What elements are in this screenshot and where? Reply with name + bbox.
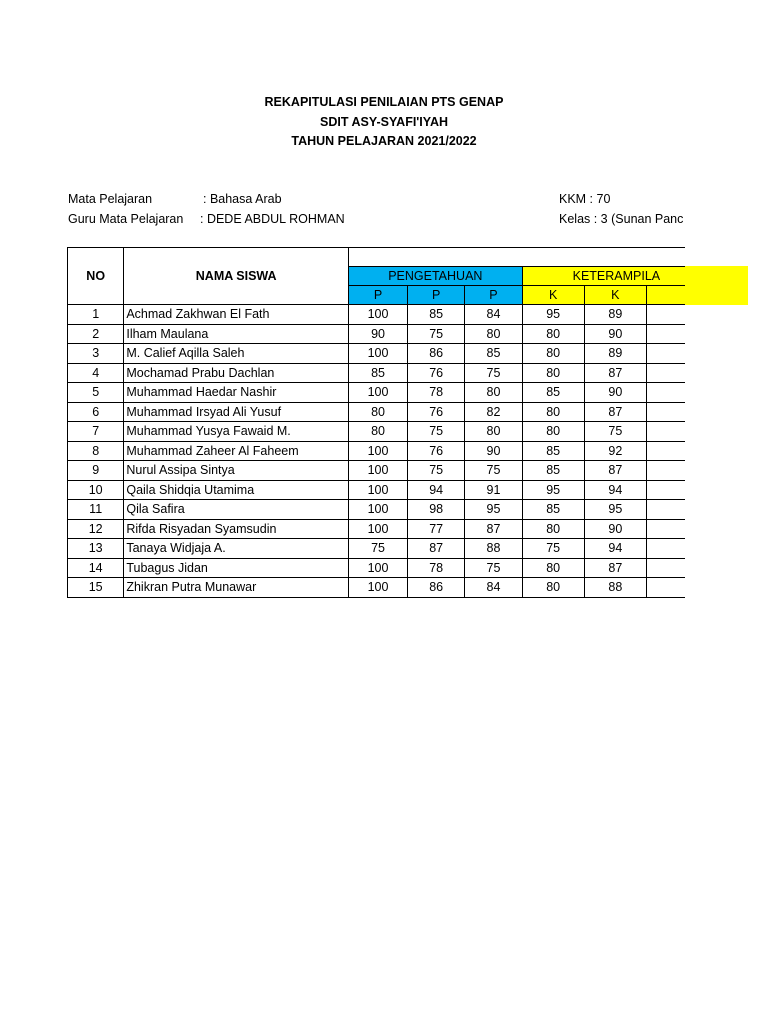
row-number: 8 (68, 441, 124, 461)
knowledge-score: 100 (349, 558, 408, 578)
kkm-value: KKM : 70 (559, 192, 611, 206)
skill-score: 89 (584, 344, 646, 364)
table-row (68, 519, 686, 539)
knowledge-score: 80 (349, 422, 408, 442)
skill-score: 95 (522, 305, 584, 325)
knowledge-score: 94 (408, 480, 465, 500)
skill-score: 92 (584, 441, 646, 461)
score-cell-empty (646, 519, 685, 539)
row-number: 4 (68, 363, 124, 383)
skill-score: 85 (522, 500, 584, 520)
knowledge-score: 88 (465, 539, 522, 559)
row-number: 9 (68, 461, 124, 481)
knowledge-score: 100 (349, 441, 408, 461)
student-name: Muhammad Haedar Nashir (124, 383, 349, 403)
row-number: 14 (68, 558, 124, 578)
score-cell-empty (646, 578, 685, 598)
table-row (68, 500, 686, 520)
skill-score: 75 (584, 422, 646, 442)
skill-score: 80 (522, 519, 584, 539)
table-row (68, 344, 686, 364)
table-row (68, 383, 686, 403)
knowledge-score: 80 (349, 402, 408, 422)
table-row (68, 324, 686, 344)
score-cell-empty (646, 402, 685, 422)
sub-header-k3 (646, 286, 685, 305)
student-name: M. Calief Aqilla Saleh (124, 344, 349, 364)
knowledge-score: 85 (408, 305, 465, 325)
knowledge-score: 87 (465, 519, 522, 539)
skill-score: 95 (522, 480, 584, 500)
student-name: Nurul Assipa Sintya (124, 461, 349, 481)
sub-header-p2: P (408, 286, 465, 305)
sub-header-p3: P (465, 286, 522, 305)
table-row (68, 480, 686, 500)
skill-score: 85 (522, 441, 584, 461)
knowledge-score: 75 (408, 461, 465, 481)
knowledge-score: 100 (349, 519, 408, 539)
table-row (68, 578, 686, 598)
student-name: Achmad Zakhwan El Fath (124, 305, 349, 325)
skill-score: 80 (522, 402, 584, 422)
knowledge-score: 75 (465, 461, 522, 481)
row-number: 6 (68, 402, 124, 422)
score-cell-empty (646, 344, 685, 364)
academic-year: TAHUN PELAJARAN 2021/2022 (291, 134, 477, 148)
school-name: SDIT ASY-SYAFI'IYAH (319, 115, 448, 129)
knowledge-score: 100 (349, 344, 408, 364)
knowledge-score: 100 (349, 500, 408, 520)
knowledge-score: 75 (349, 539, 408, 559)
score-cell-empty (646, 324, 685, 344)
skill-score: 90 (584, 324, 646, 344)
skill-score: 80 (522, 422, 584, 442)
score-cell-empty (646, 441, 685, 461)
skill-score: 87 (584, 402, 646, 422)
skill-score: 80 (522, 324, 584, 344)
knowledge-score: 80 (465, 422, 522, 442)
knowledge-score: 90 (349, 324, 408, 344)
score-cell-empty (646, 539, 685, 559)
student-name: Muhammad Yusya Fawaid M. (124, 422, 349, 442)
class-value: Kelas : 3 (Sunan Panc (559, 212, 684, 226)
row-number: 13 (68, 539, 124, 559)
row-number: 2 (68, 324, 124, 344)
knowledge-score: 100 (349, 383, 408, 403)
knowledge-score: 85 (465, 344, 522, 364)
knowledge-score: 78 (408, 558, 465, 578)
knowledge-score: 86 (408, 344, 465, 364)
table-row (68, 363, 686, 383)
skill-score: 95 (584, 500, 646, 520)
knowledge-score: 87 (408, 539, 465, 559)
row-number: 12 (68, 519, 124, 539)
skill-score: 75 (522, 539, 584, 559)
knowledge-score: 76 (408, 402, 465, 422)
score-cell-empty (646, 363, 685, 383)
knowledge-score: 100 (349, 305, 408, 325)
knowledge-score: 78 (408, 383, 465, 403)
table-row (68, 422, 686, 442)
skill-score: 89 (584, 305, 646, 325)
table-row (68, 402, 686, 422)
skill-header-overflow (685, 266, 748, 305)
score-cell-empty (646, 383, 685, 403)
header-spacer (349, 248, 685, 267)
skill-score: 94 (584, 480, 646, 500)
knowledge-score: 100 (349, 578, 408, 598)
knowledge-score: 76 (408, 363, 465, 383)
skill-score: 88 (584, 578, 646, 598)
knowledge-score: 84 (465, 578, 522, 598)
row-number: 7 (68, 422, 124, 442)
skill-score: 94 (584, 539, 646, 559)
table-row (68, 539, 686, 559)
skill-score: 85 (522, 461, 584, 481)
skill-score: 80 (522, 558, 584, 578)
knowledge-score: 80 (465, 383, 522, 403)
row-number: 10 (68, 480, 124, 500)
knowledge-score: 84 (465, 305, 522, 325)
student-name: Zhikran Putra Munawar (124, 578, 349, 598)
group-header-knowledge: PENGETAHUAN (349, 267, 523, 286)
student-name: Tanaya Widjaja A. (124, 539, 349, 559)
knowledge-score: 86 (408, 578, 465, 598)
student-name: Qila Safira (124, 500, 349, 520)
student-name: Muhammad Zaheer Al Faheem (124, 441, 349, 461)
row-number: 3 (68, 344, 124, 364)
row-number: 15 (68, 578, 124, 598)
knowledge-score: 75 (465, 363, 522, 383)
sub-header-k2: K (584, 286, 646, 305)
subject-label: Mata Pelajaran (68, 192, 153, 206)
knowledge-score: 77 (408, 519, 465, 539)
subject-value: : Bahasa Arab (203, 192, 282, 206)
teacher-label: Guru Mata Pelajaran (68, 212, 184, 226)
table-row (68, 305, 686, 325)
row-number: 1 (68, 305, 124, 325)
knowledge-score: 100 (349, 480, 408, 500)
col-header-no: NO (68, 248, 124, 305)
skill-score: 87 (584, 363, 646, 383)
skill-score: 90 (584, 383, 646, 403)
knowledge-score: 75 (408, 324, 465, 344)
skill-score: 80 (522, 363, 584, 383)
row-number: 11 (68, 500, 124, 520)
skill-score: 87 (584, 461, 646, 481)
knowledge-score: 75 (465, 558, 522, 578)
report-title: REKAPITULASI PENILAIAN PTS GENAP (264, 95, 504, 109)
score-cell-empty (646, 558, 685, 578)
student-name: Tubagus Jidan (124, 558, 349, 578)
row-number: 5 (68, 383, 124, 403)
score-cell-empty (646, 422, 685, 442)
student-name: Muhammad Irsyad Ali Yusuf (124, 402, 349, 422)
knowledge-score: 90 (465, 441, 522, 461)
teacher-value: : DEDE ABDUL ROHMAN (200, 212, 345, 226)
table-row (68, 441, 686, 461)
knowledge-score: 100 (349, 461, 408, 481)
student-name: Ilham Maulana (124, 324, 349, 344)
knowledge-score: 75 (408, 422, 465, 442)
skill-score: 80 (522, 578, 584, 598)
col-header-name: NAMA SISWA (124, 248, 349, 305)
skill-score: 90 (584, 519, 646, 539)
knowledge-score: 91 (465, 480, 522, 500)
student-name: Qaila Shidqia Utamima (124, 480, 349, 500)
table-row (68, 558, 686, 578)
group-header-skill: KETERAMPILA (522, 267, 685, 286)
student-name: Mochamad Prabu Dachlan (124, 363, 349, 383)
grades-table (67, 247, 685, 598)
score-cell-empty (646, 480, 685, 500)
sub-header-p1: P (349, 286, 408, 305)
knowledge-score: 76 (408, 441, 465, 461)
score-cell-empty (646, 461, 685, 481)
skill-score: 80 (522, 344, 584, 364)
knowledge-score: 98 (408, 500, 465, 520)
knowledge-score: 80 (465, 324, 522, 344)
knowledge-score: 95 (465, 500, 522, 520)
skill-score: 85 (522, 383, 584, 403)
score-cell-empty (646, 500, 685, 520)
sub-header-k1: K (522, 286, 584, 305)
skill-score: 87 (584, 558, 646, 578)
table-row (68, 461, 686, 481)
student-name: Rifda Risyadan Syamsudin (124, 519, 349, 539)
score-cell-empty (646, 305, 685, 325)
knowledge-score: 85 (349, 363, 408, 383)
knowledge-score: 82 (465, 402, 522, 422)
